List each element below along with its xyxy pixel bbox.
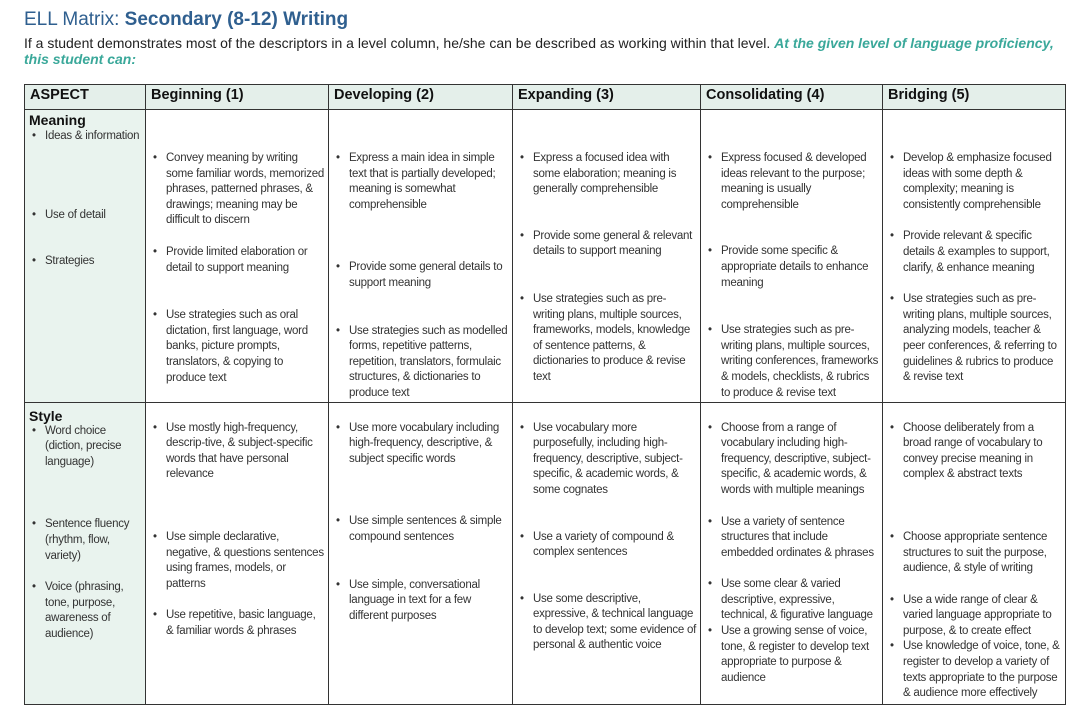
descriptor: • Use vocabulary more purposefully, including high-frequency, descriptive, subject-specific, & academic words, & some cognates	[520, 421, 683, 496]
descriptor: • Provide some general details to support meaning	[336, 261, 503, 289]
descriptor: • Use more vocabulary including high-frequency, descriptive, & subject specific words	[336, 421, 499, 465]
aspect-meaning	[25, 110, 146, 403]
descriptor: • Use strategies such as pre-writing plans, multiple sources, analyzing models, teacher & peer conferences, & referring to guidelines & rubrics to produce & revise text	[890, 293, 1057, 384]
descriptor: • Use knowledge of voice, tone, & register to develop a variety of texts appropriate to the purpose & audience more effectively	[890, 640, 1060, 700]
aspect-item: • Voice (phrasing, tone, purpose, awareness of audience)	[32, 581, 124, 640]
descriptor: • Provide some general & relevant details to support meaning	[520, 229, 693, 258]
descriptor: • Use strategies such as pre-writing plans, multiple sources, writing conferences, frameworks & models, checklists, & rubrics to produce & revise text	[708, 324, 879, 399]
cell-expanding	[513, 110, 701, 403]
descriptor: • Use repetitive, basic language, & familiar words & phrases	[153, 609, 316, 637]
cell-bridging	[883, 110, 1066, 403]
descriptor: • Use simple sentences & simple compound sentences	[336, 515, 502, 543]
descriptor: • Use a wide range of clear & varied language appropriate to purpose, & to create effect	[890, 593, 1052, 637]
column-header-consolidating: Consolidating (4)	[701, 85, 883, 110]
cell-expanding	[513, 402, 701, 704]
cell-consolidating	[701, 402, 883, 704]
style-row	[25, 402, 1066, 704]
ell-matrix-table	[24, 84, 1066, 705]
descriptor: • Provide limited elaboration or detail to support meaning	[153, 245, 308, 274]
descriptor: • Express a focused idea with some elaboration; meaning is generally comprehensible	[520, 152, 677, 196]
descriptor: • Use strategies such as pre-writing plans, multiple sources, frameworks, models, knowledge of sentence patterns, & dictionaries to produce & revise text	[520, 292, 691, 383]
descriptor: • Express a main idea in simple text that is partially developed; meaning is somewhat comprehensible	[336, 152, 496, 211]
aspect-style	[25, 402, 146, 704]
cell-beginning	[146, 110, 329, 403]
descriptor: • Use a variety of sentence structures that include embedded ordinates & phrases	[708, 515, 874, 559]
aspect-title: Meaning	[29, 112, 86, 128]
descriptor: • Use strategies such as modelled forms, repetitive patterns, repetition, translators, formulaic structures, & dictionaries to produce text	[336, 324, 508, 399]
page-title: ELL Matrix: Secondary (8-12) Writing	[24, 9, 349, 30]
column-header-expanding: Expanding (3)	[513, 85, 701, 110]
cell-developing	[329, 402, 513, 704]
column-header-bridging: Bridging (5)	[883, 85, 1066, 110]
descriptor: • Choose from a range of vocabulary including high-frequency, descriptive, subject-specific, & academic words, & words with multiple meanings	[708, 421, 871, 496]
descriptor: • Provide relevant & specific details & examples to support, clarify, & enhance meaning	[890, 230, 1050, 274]
descriptor: • Express focused & developed ideas relevant to the purpose; meaning is usually comprehensible	[708, 152, 867, 211]
aspect-item: • Ideas & information	[32, 130, 140, 142]
aspect-item: • Word choice (diction, precise language)	[32, 424, 122, 468]
aspect-item: • Use of detail	[32, 208, 106, 221]
descriptor: • Provide some specific & appropriate details to enhance meaning	[708, 245, 869, 289]
aspect-item: • Strategies	[32, 255, 95, 268]
descriptor: • Use simple declarative, negative, & questions sentences using frames, models, or patterns	[153, 530, 324, 590]
cell-consolidating	[701, 110, 883, 403]
aspect-title: Style	[29, 407, 63, 424]
header-row	[25, 85, 1066, 110]
intro-text: If a student demonstrates most of the descriptors in a level column, he/she can be described as working within that level. At the given level of language proficiency, this student can:	[24, 35, 1054, 67]
aspect-item: • Sentence fluency (rhythm, flow, variety)	[32, 518, 130, 562]
descriptor: • Develop & emphasize focused ideas with some depth & complexity; meaning is consistently comprehensible	[890, 152, 1052, 211]
descriptor: • Use some clear & varied descriptive, expressive, technical, & figurative language	[708, 578, 873, 622]
descriptor: • Use mostly high-frequency, descrip-tive, & subject-specific words that have personal relevance	[153, 421, 313, 481]
column-header-aspect: ASPECT	[25, 85, 146, 110]
descriptor: • Use a variety of compound & complex sentences	[520, 530, 674, 559]
descriptor: • Choose deliberately from a broad range of vocabulary to convey precise meaning in complex & abstract texts	[890, 421, 1043, 481]
cell-bridging	[883, 402, 1066, 704]
column-header-beginning: Beginning (1)	[146, 85, 329, 110]
descriptor: • Use a growing sense of voice, tone, & register to develop text appropriate to purpose & audience	[708, 625, 869, 684]
descriptor: • Use simple, conversational language in text for a few different purposes	[336, 578, 480, 622]
cell-developing	[329, 110, 513, 403]
column-header-developing: Developing (2)	[329, 85, 513, 110]
descriptor: • Use strategies such as oral dictation, first language, word banks, picture prompts, translators, & copying to produce text	[153, 309, 308, 384]
descriptor: • Convey meaning by writing some familiar words, memorized phrases, patterned phrases, & drawings; meaning may be difficult to discern	[153, 152, 325, 227]
cell-beginning	[146, 402, 329, 704]
descriptor: • Use some descriptive, expressive, & technical language to develop text; some evidence of personal & authentic voice	[520, 592, 697, 652]
descriptor: • Choose appropriate sentence structures to suit the purpose, audience, & style of writing	[890, 530, 1048, 575]
meaning-row	[25, 110, 1066, 403]
